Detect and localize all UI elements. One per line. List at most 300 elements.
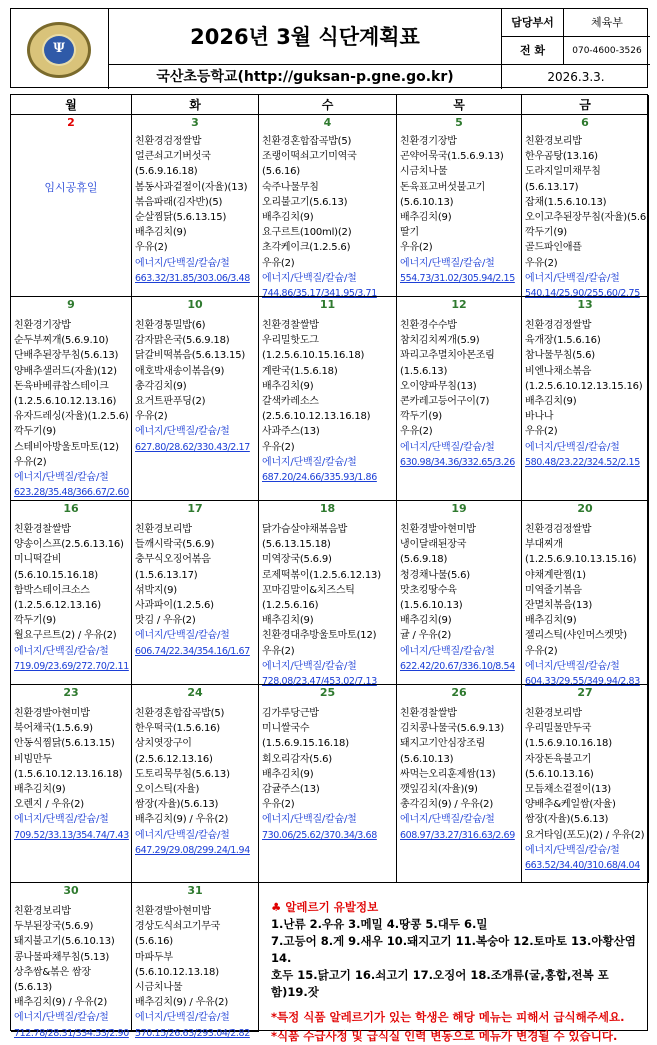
menu-item: 친환경보리밥: [14, 906, 71, 917]
day-number: 11: [319, 298, 336, 311]
menu-list: [11, 904, 131, 1041]
nutrient-label: 에너지/단백질/칼슘/철: [14, 645, 109, 657]
nutrient-label: 에너지/단백질/칼슘/철: [400, 645, 495, 657]
menu-item: 경상도식쇠고기무국: [135, 921, 221, 933]
menu-item: 배추김치(9): [525, 396, 577, 408]
dept-label: 담당부서: [502, 9, 564, 36]
menu-item: (1.2.5.6.12.13.16): [14, 600, 101, 612]
menu-item: 청경채나물(5.6): [400, 569, 471, 581]
menu-list: [397, 706, 521, 843]
menu-item: 배추김치(9): [14, 784, 66, 796]
weekday-header: 수: [259, 95, 397, 115]
menu-list: [132, 706, 258, 858]
menu-item: 오이양파무침(13): [400, 380, 477, 392]
day-cell: [522, 501, 649, 688]
menu-item: (5.6.13): [14, 982, 53, 994]
menu-item: 야채계란찜(1): [525, 569, 586, 581]
menu-item: 비엔나채소볶음: [525, 365, 592, 377]
menu-item: 김가루당근밥: [262, 708, 319, 719]
menu-item: 조랭이떡쇠고기미역국: [262, 151, 357, 163]
nutrient-values: 580.48/23.22/324.52/2.15: [525, 456, 640, 468]
menu-item: 안동식찜닭(5.6.13.15): [14, 738, 115, 750]
menu-item: 시금치나물: [135, 982, 183, 994]
nutrient-values: 744.86/35.17/341.95/3.71: [262, 288, 377, 300]
menu-item: 돈육표고버섯불고기: [400, 181, 486, 193]
menu-item: 맛초킹땅수육: [400, 584, 457, 596]
nutrient-label: 에너지/단백질/칼슘/철: [14, 814, 109, 826]
menu-item: 깻잎김치(자율)(9): [400, 784, 478, 796]
phone-value: 070-4600-3526: [572, 46, 642, 56]
menu-item: (5.6.10.12.13.18): [135, 966, 219, 978]
menu-item: 꼬마김말이&치즈스틱: [262, 584, 355, 596]
menu-item: 우유(2): [135, 242, 168, 254]
menu-item: 계란국(1.5.6.18): [262, 365, 338, 377]
school-logo: [11, 9, 109, 89]
day-number: 16: [63, 502, 79, 515]
menu-item: 친환경보리밥: [525, 708, 582, 719]
menu-item: (5.6.13.15.18): [262, 539, 331, 551]
menu-item: 바나나: [525, 411, 554, 423]
menu-item: 우유(2): [525, 257, 558, 269]
nutrient-values: 630.98/34.36/332.65/3.26: [400, 456, 515, 468]
nutrient-values: 663.52/34.40/310.68/4.04: [525, 860, 640, 872]
menu-item: 회오리감자(5.6): [262, 753, 333, 765]
menu-item: 한우곰탕(13.16): [525, 151, 598, 163]
menu-item: 한우떡국(1.5.6.16): [135, 723, 220, 735]
menu-item: 닭가슴살야채볶음밥: [262, 524, 348, 535]
menu-item: 친환경찰쌀밥: [262, 320, 319, 331]
menu-item: 우리밀물만두국: [525, 723, 592, 735]
menu-item: 유자드레싱(자율)(1.2.5.6): [14, 411, 129, 423]
allergy-info: [263, 883, 649, 1043]
day-cell: [11, 297, 132, 501]
menu-item: 배추김치(9): [262, 615, 314, 627]
nutrient-values: 730.06/25.62/370.34/3.68: [262, 829, 377, 841]
menu-item: (1.2.5.6.16): [262, 600, 319, 612]
nutrient-values: 554.73/31.02/305.94/2.15: [400, 272, 515, 284]
nutrient-values: 604.33/29.55/349.94/2.83: [525, 676, 640, 688]
menu-item: 우유(2): [135, 411, 168, 423]
menu-item: 순두부찌개(5.6.9.10): [14, 335, 109, 347]
menu-item: 우유(2): [14, 456, 47, 468]
menu-item: 로제떡볶이(1.2.5.6.12.13): [262, 569, 381, 581]
nutrient-values: 687.20/24.66/335.93/1.86: [262, 472, 377, 484]
nutrient-label: 에너지/단백질/칼슘/철: [14, 1012, 109, 1024]
nutrient-label: 에너지/단백질/칼슘/철: [400, 257, 495, 269]
day-number: 25: [319, 686, 336, 699]
menu-item: 요거트판푸딩(2): [135, 396, 206, 408]
menu-item: 친환경혼합잡곡밥(5): [262, 136, 352, 147]
menu-list: [522, 706, 648, 873]
nutrient-label: 에너지/단백질/칼슘/철: [525, 441, 620, 453]
nutrient-label: 에너지/단백질/칼슘/철: [135, 426, 230, 438]
menu-item: (1.2.5.6.9.10.13.15.16): [525, 554, 637, 566]
menu-item: 월요구르트(2) / 우유(2): [14, 630, 117, 642]
menu-item: (5.6.16): [262, 166, 301, 178]
menu-item: 우유(2): [262, 441, 295, 453]
weekday-header: 월: [11, 95, 132, 115]
day-cell: [132, 115, 259, 297]
menu-item: 참나물무침(5.6): [525, 350, 596, 362]
menu-item: 배추김치(9): [262, 768, 314, 780]
weekday-header: 금: [522, 95, 649, 115]
menu-item: 우유(2): [525, 645, 558, 657]
school-emblem-icon: Ψ: [27, 22, 91, 78]
menu-item: (5.6.16): [135, 936, 174, 948]
nutrient-label: 에너지/단백질/칼슘/철: [135, 630, 230, 642]
menu-item: 맛김 / 우유(2): [135, 615, 196, 627]
nutrient-values: 540.14/25.90/255.60/2.75: [525, 288, 640, 300]
menu-item: 우유(2): [400, 242, 433, 254]
menu-item: (5.6.10.13.16): [525, 768, 594, 780]
menu-item: 두부된장국(5.6.9): [14, 921, 94, 933]
menu-list: [259, 318, 396, 485]
menu-list: [132, 904, 258, 1041]
menu-item: 시금치나물: [400, 166, 448, 178]
menu-item: 배추김치(9): [135, 227, 187, 239]
menu-item: (1.5.6.9.10.16.18): [525, 738, 612, 750]
menu-item: 단배추된장무침(5.6.13): [14, 350, 119, 362]
nutrient-label: 에너지/단백질/칼슘/철: [525, 272, 620, 284]
menu-item: 함박스테이크소스: [14, 584, 90, 596]
nutrient-label: 에너지/단백질/칼슘/철: [262, 456, 357, 468]
day-number: 19: [451, 502, 467, 515]
day-number: 6: [581, 116, 589, 129]
menu-item: (2.5.6.10.12.13.16.18): [262, 411, 371, 423]
menu-item: 친환경기장밥: [400, 136, 457, 147]
nutrient-label: 에너지/단백질/칼슘/철: [400, 814, 495, 826]
menu-item: 배추김치(9) / 우유(2): [135, 997, 229, 1009]
menu-item: 육개장(1.5.6.16): [525, 335, 601, 347]
phone-label: 전 화: [502, 37, 564, 64]
menu-item: 친환경발아현미밥: [400, 524, 476, 535]
nutrient-label: 에너지/단백질/칼슘/철: [135, 257, 230, 269]
page-header: [10, 8, 648, 88]
day-number: 30: [63, 884, 79, 897]
day-cell: [11, 685, 132, 883]
menu-item: 미니쌀국수: [262, 723, 310, 735]
menu-item: 볶음파래(김자반)(5): [135, 196, 223, 208]
day-cell: [397, 115, 522, 297]
menu-item: 감귤주스(13): [262, 784, 320, 796]
nutrient-values: 627.80/28.62/330.43/2.17: [135, 441, 250, 453]
nutrient-values: 709.52/33.13/354.74/7.43: [14, 829, 129, 841]
menu-item: 오이스틱(자율): [135, 784, 200, 796]
menu-list: [132, 318, 258, 455]
menu-item: 닭갈비떡볶음(5.6.13.15): [135, 350, 246, 362]
menu-item: 돈육바베큐찹스테이크: [14, 380, 109, 392]
menu-item: 북어채국(1.5.6.9): [14, 723, 93, 735]
menu-item: 깍두기(9): [525, 227, 567, 239]
menu-item: 미니떡갈비: [14, 554, 62, 566]
day-cell: [132, 685, 259, 883]
day-number: 10: [187, 298, 203, 311]
allergy-line: 1.난류 2.우유 3.메밀 4.땅콩 5.대두 6.밀: [271, 917, 488, 931]
menu-item: 자장돈육불고기: [525, 753, 592, 765]
info-box: [501, 9, 649, 89]
menu-item: 사과주스(13): [262, 426, 320, 438]
menu-item: (5.6.10.15.16.18): [14, 569, 98, 581]
menu-item: 친환경찰쌀밥: [14, 524, 71, 535]
day-number: 5: [455, 116, 463, 129]
menu-item: 김치콩나물국(5.6.9.13): [400, 723, 504, 735]
menu-item: 배추김치(9): [262, 212, 314, 224]
menu-item: 미역줄기볶음: [525, 584, 582, 596]
menu-item: 배추김치(9): [400, 615, 452, 627]
day-cell: [132, 297, 259, 501]
day-cell: [259, 297, 397, 501]
day-number: 26: [451, 686, 467, 699]
allergy-note: *특정 식품 알레르기가 있는 학생은 해당 메뉴는 피해서 급식해주세요.: [271, 1010, 625, 1024]
day-number: 31: [187, 884, 203, 897]
day-number: 2: [67, 116, 75, 129]
menu-item: 순살찜닭(5.6.13.15): [135, 212, 227, 224]
menu-item: 도라지일미채무침: [525, 166, 601, 178]
menu-list: [11, 522, 131, 674]
menu-item: 모듬채소겉절이(13): [525, 784, 611, 796]
menu-item: 오리불고기(5.6.13): [262, 196, 348, 208]
menu-item: (5.6.10.13): [400, 196, 454, 208]
day-cell: [522, 685, 649, 883]
menu-item: 콘카레고등어구이(7): [400, 396, 490, 408]
menu-item: 친환경검정쌀밥: [135, 136, 202, 147]
menu-item: 삼치엿장구이: [135, 738, 192, 750]
day-number: 27: [577, 686, 593, 699]
menu-item: 갈색카레소스: [262, 396, 319, 408]
day-cell: [522, 115, 650, 300]
day-number: 24: [187, 686, 203, 699]
nutrient-label: 에너지/단백질/칼슘/철: [14, 472, 109, 484]
allergy-title: 알레르기 유발정보: [285, 900, 379, 914]
menu-item: 숙주나물무침: [262, 181, 319, 193]
menu-item: 잔멸치볶음(13): [525, 600, 593, 612]
menu-item: (5.6.9.18): [400, 554, 448, 566]
menu-item: 상추쌈&볶은 쌈장: [14, 966, 91, 978]
day-number: 13: [577, 298, 593, 311]
menu-item: 돼지불고기(5.6.10.13): [14, 936, 115, 948]
menu-item: (1.5.6.13): [400, 365, 448, 377]
school-name: 국산초등학교(http://guksan-p.gne.go.kr): [156, 69, 454, 85]
menu-item: 우유(2): [262, 645, 295, 657]
menu-item: 배추김치(9) / 우유(2): [135, 814, 229, 826]
issue-date: 2026.3.3.: [547, 70, 605, 84]
menu-list: [397, 134, 521, 286]
day-number: 18: [319, 502, 336, 515]
day-number: 20: [577, 502, 593, 515]
day-number: 4: [323, 116, 332, 129]
menu-item: 친환경검정쌀밥: [525, 320, 592, 331]
day-number: 17: [187, 502, 203, 515]
menu-item: 곤약어묵국(1.5.6.9.13): [400, 151, 504, 163]
menu-item: 골드파인애플: [525, 242, 582, 254]
menu-item: 콩나물파채무침(5.13): [14, 951, 110, 963]
menu-item: 요거타임(포도)(2) / 우유(2): [525, 829, 645, 841]
nutrient-label: 에너지/단백질/칼슘/철: [400, 441, 495, 453]
menu-item: 깍두기(9): [14, 615, 56, 627]
menu-item: 친환경기장밥: [14, 320, 71, 331]
menu-list: [11, 706, 131, 843]
menu-list: [11, 318, 131, 500]
menu-item: 우리밀핫도그: [262, 335, 319, 347]
day-cell: [11, 883, 132, 1039]
menu-item: 요구르트(100ml)(2): [262, 227, 352, 239]
menu-list: [259, 706, 396, 843]
menu-item: 충무식오징어볶음: [135, 554, 211, 566]
nutrient-values: 728.08/23.47/453.02/7.13: [262, 676, 377, 688]
day-cell: [397, 685, 522, 883]
menu-item: (1.2.5.6.10.12.13.16): [14, 396, 117, 408]
menu-item: 꽈리고추멸치아몬조림: [400, 350, 495, 362]
menu-item: 애호박새송이볶음(9): [135, 365, 225, 377]
menu-list: [522, 522, 648, 689]
menu-item: 양송이스프(2.5.6.13.16): [14, 539, 124, 551]
nutrient-label: 에너지/단백질/칼슘/철: [135, 1012, 230, 1024]
menu-item: 감자맑은국(5.6.9.18): [135, 335, 230, 347]
menu-item: 총각김치(9): [135, 380, 187, 392]
menu-item: (2.5.6.12.13.16): [135, 753, 213, 765]
menu-item: 쌈장(자율)(5.6.13): [525, 814, 609, 826]
menu-item: 양배추샐러드(자율)(12): [14, 365, 117, 377]
menu-item: 사과파이(1.2.5.6): [135, 600, 214, 612]
nutrient-values: 608.97/33.27/316.63/2.69: [400, 829, 515, 841]
menu-item: (5.6.13.17): [525, 181, 579, 193]
menu-item: 싸먹는오리훈제쌈(13): [400, 768, 496, 780]
menu-item: (1.5.6.10.13): [400, 600, 463, 612]
menu-item: 우유(2): [262, 257, 295, 269]
day-cell: [11, 115, 132, 297]
page-title: 2026년 3월 식단계획표: [190, 25, 420, 49]
nutrient-label: 에너지/단백질/칼슘/철: [262, 814, 357, 826]
menu-list: [397, 522, 521, 674]
nutrient-label: 에너지/단백질/칼슘/철: [525, 660, 620, 672]
day-number: 9: [67, 298, 75, 311]
menu-item: (5.6.10.13): [400, 753, 454, 765]
menu-item: 친환경혼합잡곡밥(5): [135, 708, 225, 719]
menu-item: 친환경보리밥: [135, 524, 192, 535]
menu-list: [132, 522, 258, 659]
menu-item: 초각케이크(1.2.5.6): [262, 242, 351, 254]
nutrient-values: 719.09/23.69/272.70/2.11: [14, 660, 129, 672]
menu-item: 배추김치(9): [400, 212, 452, 224]
menu-item: (1.5.6.13.17): [135, 569, 198, 581]
menu-item: 들깨시락국(5.6.9): [135, 539, 215, 551]
allergy-line: 호두 15.닭고기 16.쇠고기 17.오징어 18.조개류(굴,홍합,전복 포함)19.잣: [271, 968, 609, 999]
menu-item: 마파두부: [135, 951, 173, 963]
menu-item: 우유(2): [525, 426, 558, 438]
nutrient-values: 647.29/29.08/299.24/1.94: [135, 844, 250, 856]
menu-list: [132, 134, 258, 286]
menu-item: 비빔만두: [14, 753, 52, 765]
menu-item: 부대찌개: [525, 539, 563, 551]
nutrient-values: 622.42/20.67/336.10/8.54: [400, 660, 515, 672]
allergy-line: 7.고등어 8.게 9.새우 10.돼지고기 11.복숭아 12.토마토 13.아황산염 14.: [271, 934, 636, 965]
allergy-note: *식품 수급사정 및 급식실 인력 변동으로 메뉴가 변경될 수 있습니다.: [271, 1029, 618, 1043]
day-cell: [11, 501, 132, 685]
menu-item: 봄동사과겉절이(자율)(13): [135, 181, 248, 193]
menu-item: 친환경찰쌀밥: [400, 708, 457, 719]
menu-item: 딸기: [400, 227, 419, 239]
menu-item: 젤리스틱(샤인머스켓맛): [525, 630, 628, 642]
menu-item: (1.2.5.6.10.15.16.18): [262, 350, 365, 362]
menu-item: 친환경발아현미밥: [14, 708, 90, 719]
menu-item: 깍두기(9): [400, 411, 442, 423]
menu-item: 섞박지(9): [135, 584, 177, 596]
menu-item: 도토리묵무침(5.6.13): [135, 768, 230, 780]
menu-item: 양배추&케일쌈(자율): [525, 799, 616, 811]
nutrient-values: 663.32/31.85/303.06/3.48: [135, 272, 250, 284]
menu-item: (1.2.5.6.10.12.13.15.16): [525, 380, 643, 392]
club-icon: ♣: [271, 900, 282, 914]
day-cell: [397, 297, 522, 501]
day-cell: [259, 115, 397, 300]
menu-item: (5.6.9.16.18): [135, 166, 198, 178]
menu-item: 스테비아방울토마토(12): [14, 441, 119, 453]
menu-item: 배추김치(9): [262, 380, 314, 392]
day-number: 3: [191, 116, 199, 129]
day-number: 12: [451, 298, 467, 311]
menu-item: 배추김치(9): [525, 615, 577, 627]
menu-item: (1.5.6.10.12.13.16.18): [14, 768, 123, 780]
day-cell: [259, 685, 397, 883]
menu-list: [259, 522, 396, 689]
nutrient-label: 에너지/단백질/칼슘/철: [135, 829, 230, 841]
menu-item: 쌈장(자율)(5.6.13): [135, 799, 219, 811]
menu-item: 배추김치(9) / 우유(2): [14, 997, 108, 1009]
menu-item: 냉이달래된장국: [400, 539, 467, 551]
menu-item: (1.5.6.9.15.16.18): [262, 738, 349, 750]
day-number: 23: [63, 686, 79, 699]
menu-item: 잡채(1.5.6.10.13): [525, 196, 607, 208]
nutrient-values: 606.74/22.34/354.16/1.67: [135, 645, 250, 657]
menu-item: 친환경발아현미밥: [135, 906, 211, 917]
dept-value: 체육부: [591, 16, 623, 29]
menu-item: 참치김치찌개(5.9): [400, 335, 480, 347]
menu-item: 우유(2): [262, 799, 295, 811]
menu-list: [522, 134, 648, 301]
day-cell: [522, 297, 649, 501]
menu-item: 돼지고기안심장조림: [400, 738, 486, 750]
menu-list: [397, 318, 521, 470]
nutrient-label: 에너지/단백질/칼슘/철: [262, 660, 357, 672]
weekday-header: 목: [397, 95, 522, 115]
menu-item: 친환경통밀밥(6): [135, 320, 206, 331]
day-cell: [132, 501, 259, 685]
menu-item: 오이고추된장무침(자율)(5.6): [525, 212, 650, 224]
nutrient-label: 에너지/단백질/칼슘/철: [262, 272, 357, 284]
day-cell: [132, 883, 259, 1039]
menu-item: 총각김치(9) / 우유(2): [400, 799, 494, 811]
menu-item: 얼큰쇠고기버섯국: [135, 151, 211, 163]
day-cell: [397, 501, 522, 685]
menu-item: 미역장국(5.6.9): [262, 554, 332, 566]
nutrient-values: 570.15/26.63/293.04/2.82: [135, 1027, 250, 1039]
menu-item: 친환경대추방울토마토(12): [262, 630, 377, 642]
menu-item: 친환경보리밥: [525, 136, 582, 147]
menu-list: [259, 134, 396, 301]
nutrient-label: 에너지/단백질/칼슘/철: [525, 844, 620, 856]
holiday-label: 임시공휴일: [44, 181, 98, 194]
nutrient-values: 712.78/28.31/334.53/2.90: [14, 1027, 129, 1039]
menu-item: 귤 / 우유(2): [400, 630, 452, 642]
menu-item: 친환경검정쌀밥: [525, 524, 592, 535]
weekday-header: 화: [132, 95, 259, 115]
menu-item: 우유(2): [400, 426, 433, 438]
menu-item: 깍두기(9): [14, 426, 56, 438]
day-cell: [259, 501, 397, 688]
menu-item: 친환경수수밥: [400, 320, 457, 331]
nutrient-values: 623.28/35.48/366.67/2.60: [14, 487, 129, 499]
menu-list: [522, 318, 648, 470]
